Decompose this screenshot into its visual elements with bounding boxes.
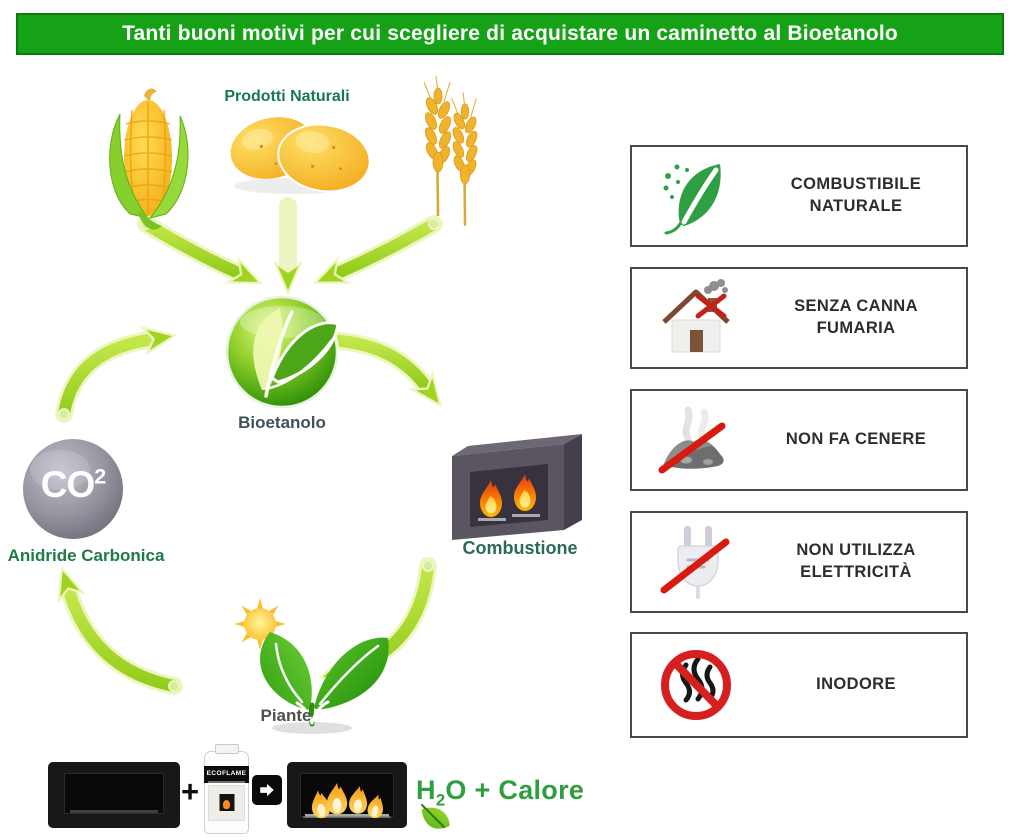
bottle-label-art: [208, 785, 245, 821]
corn-icon: [110, 89, 188, 230]
mini-flame-icon: [223, 800, 230, 809]
fireplace-opening: [64, 773, 164, 814]
house-no-chimney-icon: [632, 276, 760, 360]
no-odor-icon: [632, 643, 760, 727]
potatoes-icon: [224, 109, 375, 198]
benefit-label: NON FA CENERE: [785, 430, 927, 449]
fireplace-unlit: [48, 762, 180, 828]
burner-flames: [301, 777, 393, 819]
benefit-box-non-utilizza-elettricita: [630, 511, 968, 613]
benefit-box-combustibile-naturale: [630, 145, 968, 247]
arrow-co2-to-bioethanol: [59, 340, 148, 419]
benefit-label: COMBUSTIBILE NATURALE: [790, 175, 922, 215]
plants-label: Piante: [260, 706, 312, 725]
benefit-box-senza-canna-fumaria: [630, 267, 968, 369]
arrow-wheat-to-bioethanol: [340, 219, 439, 272]
fireplace-lit: [287, 762, 407, 828]
no-ash-icon: [632, 398, 760, 482]
fireplace-icon: [452, 434, 582, 540]
flame-icon: [327, 783, 347, 814]
page-title: Tanti buoni motivi per cui scegliere di acquistare un caminetto al Bioetanolo: [122, 22, 898, 45]
right-arrow-icon: [252, 775, 282, 805]
benefit-label: SENZA CANNA FUMARIA: [794, 297, 918, 337]
ecoflame-bottle: [204, 751, 249, 834]
flame-icon: [348, 785, 369, 815]
products-label: Prodotti Naturali: [224, 88, 350, 105]
combustion-label: Combustione: [462, 538, 578, 558]
h2o-calore-label: $H_2O$ + Calore: [416, 775, 585, 810]
benefit-label: INODORE: [816, 675, 896, 694]
benefit-box-inodore: [630, 632, 968, 738]
bottle-cap: [215, 744, 239, 754]
arrow-plants-to-co2: [70, 594, 179, 691]
co2-label: Anidride Carbonica: [7, 546, 165, 565]
burner-tray: [70, 810, 158, 813]
wheat-icon: [423, 76, 479, 226]
small-leaf-icon: [414, 799, 454, 839]
benefit-label: NON UTILIZZA ELETTRICITÀ: [796, 541, 916, 581]
co2-formula: $CO^2$: [40, 464, 106, 505]
plus-sign: +: [181, 774, 200, 809]
no-electricity-plug-icon: [632, 520, 760, 604]
leaf-icon: [632, 154, 760, 238]
benefit-box-non-fa-cenere: [630, 389, 968, 491]
bioethanol-label: Bioetanolo: [238, 413, 326, 432]
mini-fireplace-icon: [219, 794, 234, 811]
bottle-brand-label: ECOFLAME: [204, 766, 249, 783]
bioethanol-leaf-badge: [225, 295, 339, 409]
